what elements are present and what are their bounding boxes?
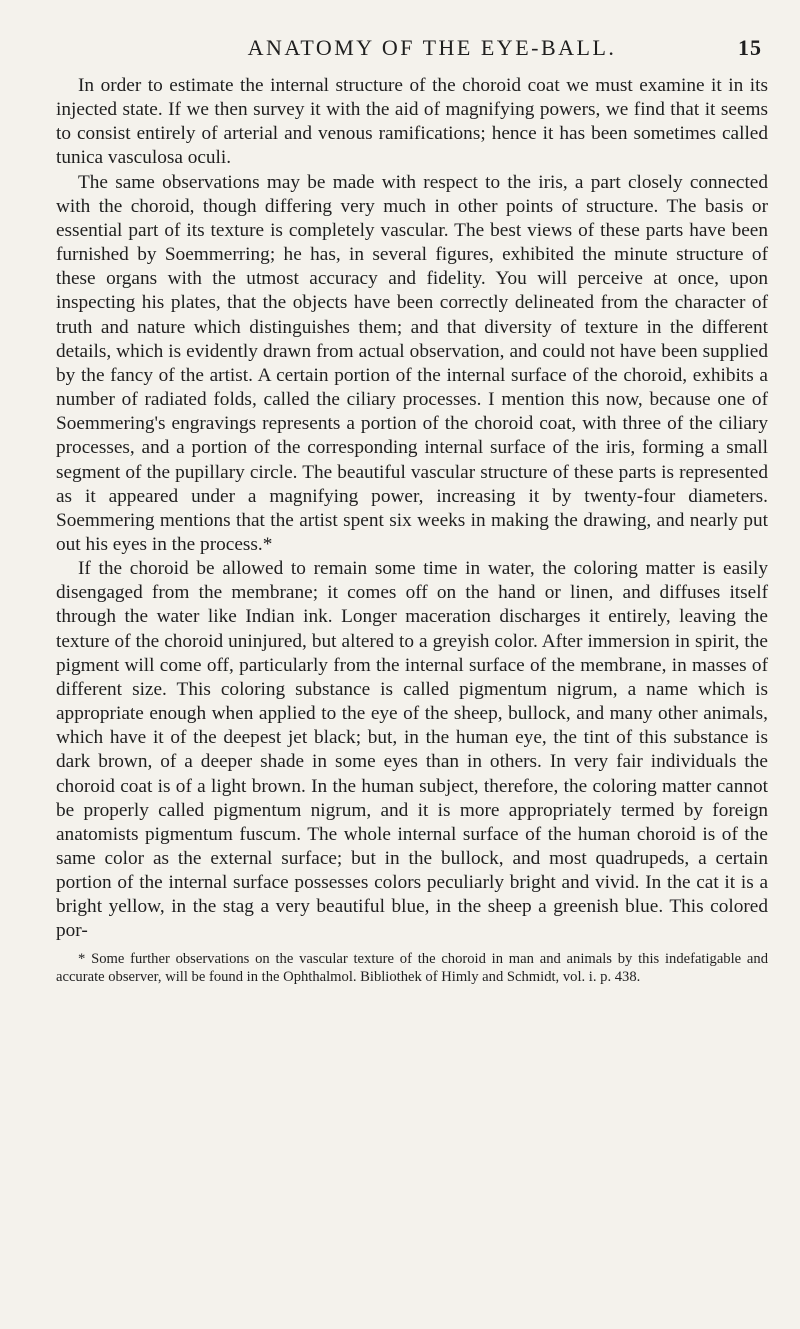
book-page xyxy=(56,34,768,986)
running-head xyxy=(56,34,768,74)
page-number: 15 xyxy=(738,35,762,60)
paragraph-injected-choroid: In order to estimate the internal structure of the choroid coat we must examine it in its injected state. If we then survey it with the aid of magnifying powers, we find that it seems to consist entirely of arterial and venous ramifications; hence it has been sometimes called tunica vasculosa oculi. xyxy=(56,75,768,169)
footnote: * Some further observations on the vascular texture of the choroid in man and animals by this indefatigable and accurate observer, will be found in the Ophthalmol. Bibliothek of Himly and Schmidt, vol. i. p. 438. xyxy=(56,950,768,985)
paragraph-pigment: If the choroid be allowed to remain some time in water, the coloring matter is easily disengaged from the membrane; it comes off on the hand or linen, and diffuses itself through the water like Indian ink. Longer maceration discharges it entirely, leaving the texture of the choroid uninjured, but altered to a greyish color. After immersion in spirit, the pigment will come off, particularly from the internal surface of the membrane, in masses of different size. This coloring substance is called pigmentum nigrum, a name which is appropriate enough when applied to the eye of the sheep, bullock, and many other animals, which have it of the deepest jet black; but, in the human eye, the tint of this substance is dark brown, of a deeper shade in some eyes than in others. In very fair individuals the choroid coat is of a light brown. In the human subject, therefore, the coloring matter cannot be properly called pigmentum nigrum, and it is more appropriately termed by foreign anatomists pigmentum fuscum. The whole internal surface of the human choroid is of the same color as the external surface; but in the bullock, and most quadrupeds, a certain portion of the internal surface possesses colors peculiarly bright and vivid. In the cat it is a bright yellow, in the stag a very beautiful blue, in the sheep a greenish blue. This colored por- xyxy=(56,558,768,942)
body-text xyxy=(56,74,768,944)
paragraph-iris-structure: The same observations may be made with respect to the iris, a part closely connected with the choroid, though differing very much in other points of structure. The basis or essential part of its texture is completely vascular. The best views of these parts have been furnished by Soemmerring; he has, in several figures, exhibited the minute structure of these organs with the utmost accuracy and fidelity. You will perceive at once, upon inspecting his plates, that the objects have been correctly delineated from the character of truth and nature which distinguishes them; and that diversity of texture in the different details, which is evidently drawn from actual observation, and could not have been supplied by the fancy of the artist. A certain portion of the internal surface of the choroid, exhibits a number of radiated folds, called the ciliary processes. I mention this now, because one of Soemmering's engravings represents a portion of the choroid coat, with three of the ciliary processes, and a portion of the corresponding internal surface of the iris, forming a small segment of the pupillary circle. The beautiful vascular structure of these parts is represented as it appeared under a magnifying power, increasing it by twenty-four diameters. Soemmering mentions that the artist spent six weeks in making the drawing, and nearly put out his eyes in the process.* xyxy=(56,171,768,555)
running-head-title: ANATOMY OF THE EYE-BALL. xyxy=(247,35,617,60)
